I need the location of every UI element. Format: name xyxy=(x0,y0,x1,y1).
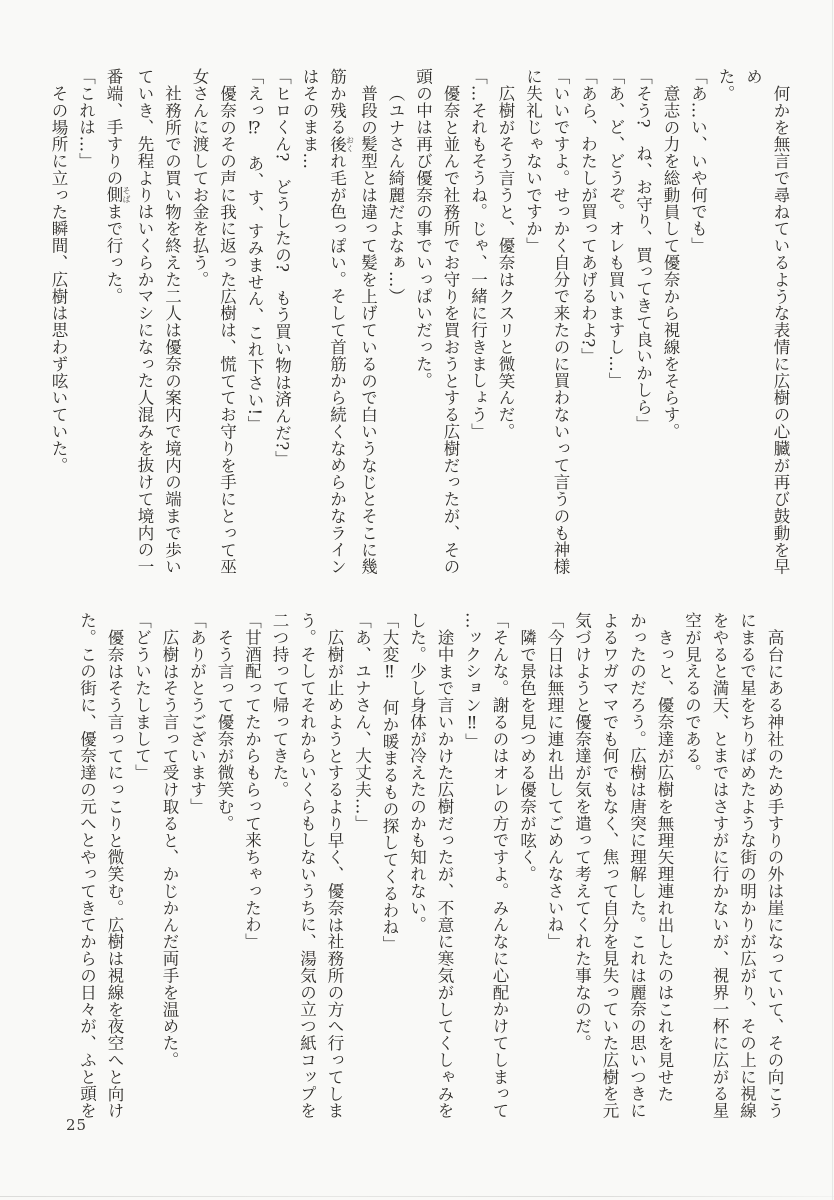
text-column: 空が見えるのである。 xyxy=(682,612,702,781)
text-column: はそのまま… xyxy=(300,68,319,170)
text-column: 「あ、ど、どうぞ。オレも買いますし…」 xyxy=(606,68,625,390)
text-section-top xyxy=(45,68,795,580)
text-column: きっと、優奈達が広樹を無理矢理連れ出したのはこれを見せた xyxy=(655,628,674,1102)
text-column: 「…それもそうね。じゃ、一緒に行きましょう」 xyxy=(468,68,488,440)
text-column: にまるで星をちりばめたような街の明かりが広がり、その上に視線 xyxy=(737,612,757,1119)
text-column: 社務所での買い物を終えた二人は優奈の案内で境内の端まで歩い xyxy=(162,84,182,575)
text-column: をやると満天、とまではさすがに行かないが、視界一杯に広がる星 xyxy=(710,612,729,1119)
page-number: 25 xyxy=(66,1116,88,1134)
text-column: 何かを無言で尋ねているような表情に広樹の心臓が再び鼓動を早め xyxy=(743,68,790,575)
text-section-bottom xyxy=(73,612,788,1124)
text-column: 気づけようと優奈達が気を遣って考えてくれた事なのだ。 xyxy=(572,612,592,1052)
text-column: 優奈のその声に我に返った広樹は、慌ててお守りを手にとって巫 xyxy=(217,84,237,575)
text-column: 「いいですよ。せっかく自分で来たのに買わないって言うのも神様 xyxy=(551,68,570,575)
text-column: 広樹はそう言って受け取ると、かじかんだ両手を温めた。 xyxy=(160,628,179,1068)
text-column: …ックション‼」 xyxy=(462,612,482,750)
text-column: 高台にある神社のため手すりの外は崖になっていて、その向こう xyxy=(765,628,784,1119)
text-column: した。少し身体が冷えたのかも知れない。 xyxy=(407,612,427,934)
text-column: かったのだろう。広樹は唐突に理解した。これは麗奈の思いつきに xyxy=(627,612,647,1119)
text-column: 頭の中は再び優奈の事でいっぱいだった。 xyxy=(413,68,433,390)
text-column: 隣で景色を見つめる優奈が呟く。 xyxy=(517,628,537,882)
text-column: に失礼じゃないですか」 xyxy=(523,68,543,254)
text-column: 二つ持って帰ってきた。 xyxy=(270,612,289,798)
text-column: 「ありがとうございます」 xyxy=(187,612,207,815)
text-column: 「そう? ね、お守り、買ってきて良いかしら」 xyxy=(633,68,653,433)
text-column: 女さんに渡してお金を払う。 xyxy=(190,68,209,288)
text-column: 筋か残る後 おくれ毛が色っぽい。そして首筋から続くなめらかなライン xyxy=(327,68,355,576)
text-column: 「あ…い、いや何でも」 xyxy=(688,68,708,254)
text-column: 「そんな。謝るのはオレの方ですよ。みんなに心配かけてしまって xyxy=(490,612,509,1119)
furigana: 側 そば xyxy=(104,186,131,204)
scan-edge-bottom xyxy=(0,1196,834,1197)
text-column: 途中まで言いかけた広樹だったが、不意に寒気がしてくしゃみを xyxy=(435,628,454,1119)
text-column: た。この街に、優奈達の元へとやってきてからの日々が、ふと頭を xyxy=(77,612,97,1119)
text-column: 優奈はそう言ってにっこりと微笑む。広樹は視線を夜空へと向け xyxy=(105,628,124,1119)
text-column: 広樹が止めようとするより早く、優奈は社務所の方へ行ってしま xyxy=(325,628,344,1119)
text-column: た。 xyxy=(716,68,735,102)
text-column: 「甘酒配ってたからもらって来ちゃったわ」 xyxy=(242,612,262,950)
text-column: 「ヒロくん? どうしたの? もう買い物は済んだ?」 xyxy=(272,68,292,468)
text-column: （ユナさん綺麗だよなぁ…） xyxy=(386,84,405,305)
text-column: 番端、手すりの側 そばまで行った。 xyxy=(104,68,131,305)
text-column: 「どういたしまして」 xyxy=(132,612,152,781)
text-column: 「あ、ユナさん、大丈夫…」 xyxy=(352,612,372,832)
furigana: 後 おく xyxy=(327,135,355,153)
text-column: う。そしてそれからいくらもしないうちに、湯気の立つ紙コップを xyxy=(297,612,317,1119)
text-column: 優奈と並んで社務所でお守りを買おうとする広樹だったが、その xyxy=(441,84,460,575)
text-column: 意志の力を総動員して優奈から視線をそらす。 xyxy=(661,84,680,440)
scan-edge-right xyxy=(832,0,833,1200)
text-column: 「今日は無理に連れ出してごめんなさいね」 xyxy=(545,612,564,950)
text-column: 普段の髪型とは違って髪を上げているので白いうなじとそこに幾 xyxy=(358,84,378,575)
text-column: その場所に立った瞬間、広樹は思わず呟いていた。 xyxy=(49,84,68,474)
text-column: よるワガママでも何でもなく、焦って自分を見失っていた広樹を元 xyxy=(600,612,619,1119)
text-column: 広樹がそう言うと、優奈はクスリと微笑んだ。 xyxy=(496,84,515,440)
text-column: 「えっ⁉ あ、す、すみません、これ下さい!」 xyxy=(245,68,264,433)
text-column: 「あら、わたしが買ってあげるわよ?」 xyxy=(578,68,598,365)
text-column: そう言って優奈が微笑む。 xyxy=(215,628,234,832)
text-column: ていき、先程よりはいくらかマシになった人混みを抜けて境内の一 xyxy=(135,68,154,575)
text-column: 「これは…」 xyxy=(76,68,96,170)
text-column: 「大変‼ 何か暖まるもの探してくるわね」 xyxy=(380,612,399,953)
